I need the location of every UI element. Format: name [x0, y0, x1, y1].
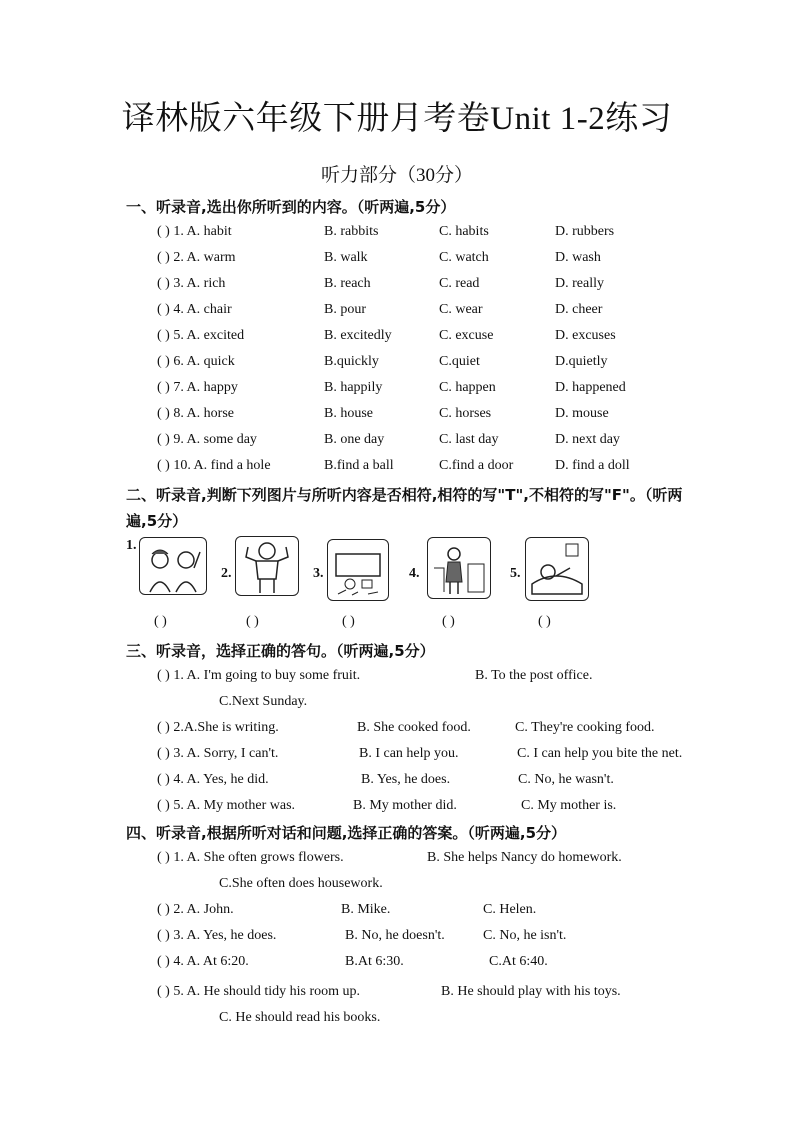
option-b[interactable]: B.find a ball: [324, 458, 394, 473]
option-a[interactable]: ( ) 7. A. happy: [157, 380, 238, 395]
page-subtitle: 听力部分（30分）: [320, 165, 473, 186]
option-c[interactable]: C. No, he isn't.: [483, 928, 567, 943]
option-c[interactable]: C. Helen.: [483, 902, 537, 917]
option-c[interactable]: C.find a door: [439, 458, 514, 473]
picture-5-label: 5.: [510, 566, 521, 581]
option-a[interactable]: ( ) 3. A. rich: [157, 276, 226, 291]
option-b[interactable]: B. walk: [324, 250, 368, 265]
option-a[interactable]: ( ) 10. A. find a hole: [157, 458, 271, 473]
option-c[interactable]: C. No, he wasn't.: [518, 772, 614, 787]
option-a[interactable]: ( ) 3. A. Sorry, I can't.: [157, 746, 279, 761]
option-d[interactable]: D. find a doll: [555, 458, 630, 473]
picture-4-answer[interactable]: ( ): [442, 614, 455, 629]
picture-2-answer[interactable]: ( ): [246, 614, 259, 629]
option-b[interactable]: B. She cooked food.: [357, 720, 471, 735]
option-a[interactable]: ( ) 1. A. I'm going to buy some fruit.: [157, 668, 361, 683]
option-c[interactable]: C.quiet: [439, 354, 480, 369]
option-c[interactable]: C. habits: [439, 224, 489, 239]
option-b[interactable]: B. She helps Nancy do homework.: [427, 850, 622, 865]
picture-4-label: 4.: [409, 566, 420, 581]
option-d[interactable]: D. mouse: [555, 406, 609, 421]
option-a[interactable]: ( ) 1. A. She often grows flowers.: [157, 850, 344, 865]
picture-1-label: 1.: [126, 538, 137, 553]
option-a[interactable]: ( ) 4. A. At 6:20.: [157, 954, 249, 969]
option-c[interactable]: C. horses: [439, 406, 492, 421]
option-b[interactable]: B. To the post office.: [475, 668, 593, 683]
option-a[interactable]: ( ) 5. A. He should tidy his room up.: [157, 984, 360, 999]
option-a[interactable]: ( ) 2. A. warm: [157, 250, 236, 265]
option-b[interactable]: B. one day: [324, 432, 385, 447]
option-b[interactable]: B. No, he doesn't.: [345, 928, 445, 943]
option-a[interactable]: ( ) 2.A.She is writing.: [157, 720, 279, 735]
option-c[interactable]: C. excuse: [439, 328, 494, 343]
option-b[interactable]: B.quickly: [324, 354, 379, 369]
picture-3-messy-room: [327, 539, 389, 601]
page-title: 译林版六年级下册月考卷Unit 1-2练习: [121, 101, 673, 137]
option-c[interactable]: C. happen: [439, 380, 496, 395]
option-c[interactable]: C. My mother is.: [521, 798, 617, 813]
option-d[interactable]: D. rubbers: [555, 224, 615, 239]
option-d[interactable]: D. happened: [555, 380, 626, 395]
picture-4-kitchen: [427, 537, 491, 599]
option-a[interactable]: ( ) 9. A. some day: [157, 432, 257, 447]
picture-2-label: 2.: [221, 566, 232, 581]
option-b[interactable]: B. He should play with his toys.: [441, 984, 621, 999]
option-a[interactable]: ( ) 8. A. horse: [157, 406, 234, 421]
option-d[interactable]: D. excuses: [555, 328, 616, 343]
option-c[interactable]: C.At 6:40.: [489, 954, 548, 969]
option-c[interactable]: C. watch: [439, 250, 489, 265]
option-a[interactable]: ( ) 4. A. chair: [157, 302, 232, 317]
picture-1-two-people: [139, 537, 207, 595]
option-c[interactable]: C.She often does housework.: [219, 876, 383, 891]
option-a[interactable]: ( ) 3. A. Yes, he does.: [157, 928, 277, 943]
picture-1-answer[interactable]: ( ): [154, 614, 167, 629]
option-b[interactable]: B. Mike.: [341, 902, 391, 917]
option-b[interactable]: B. happily: [324, 380, 383, 395]
picture-5-sleeping-child: [525, 537, 589, 601]
option-b[interactable]: B. house: [324, 406, 373, 421]
option-c[interactable]: C.Next Sunday.: [219, 694, 308, 709]
option-c[interactable]: C. wear: [439, 302, 483, 317]
picture-3-answer[interactable]: ( ): [342, 614, 355, 629]
option-c[interactable]: C. last day: [439, 432, 499, 447]
option-c[interactable]: C. I can help you bite the net.: [517, 746, 683, 761]
option-d[interactable]: D.quietly: [555, 354, 608, 369]
option-a[interactable]: ( ) 5. A. My mother was.: [157, 798, 296, 813]
picture-5-answer[interactable]: ( ): [538, 614, 551, 629]
section2-heading: 二、听录音,判断下列图片与所听内容是否相符,相符的写"T",不相符的写"F"。（听两遍,5分）: [126, 486, 683, 530]
option-b[interactable]: B. I can help you.: [359, 746, 459, 761]
option-b[interactable]: B. excitedly: [324, 328, 392, 343]
option-b[interactable]: B. My mother did.: [353, 798, 457, 813]
option-d[interactable]: D. wash: [555, 250, 601, 265]
option-d[interactable]: D. really: [555, 276, 604, 291]
option-c[interactable]: C. He should read his books.: [219, 1010, 381, 1025]
option-d[interactable]: D. cheer: [555, 302, 603, 317]
picture-2-strong-boy: [235, 536, 299, 596]
option-a[interactable]: ( ) 5. A. excited: [157, 328, 245, 343]
option-a[interactable]: ( ) 6. A. quick: [157, 354, 235, 369]
option-b[interactable]: B. Yes, he does.: [361, 772, 451, 787]
section4-heading: 四、听录音,根据所听对话和问题,选择正确的答案。（听两遍,5分）: [126, 824, 567, 842]
section1-heading: 一、听录音,选出你所听到的内容。（听两遍,5分）: [126, 198, 456, 216]
option-b[interactable]: B. pour: [324, 302, 366, 317]
option-c[interactable]: C. They're cooking food.: [515, 720, 655, 735]
option-a[interactable]: ( ) 2. A. John.: [157, 902, 234, 917]
section3-heading: 三、听录音，选择正确的答句。（听两遍,5分）: [126, 642, 435, 660]
option-d[interactable]: D. next day: [555, 432, 620, 447]
option-c[interactable]: C. read: [439, 276, 480, 291]
option-b[interactable]: B. rabbits: [324, 224, 379, 239]
option-b[interactable]: B.At 6:30.: [345, 954, 404, 969]
picture-3-label: 3.: [313, 566, 324, 581]
option-a[interactable]: ( ) 4. A. Yes, he did.: [157, 772, 269, 787]
option-a[interactable]: ( ) 1. A. habit: [157, 224, 232, 239]
option-b[interactable]: B. reach: [324, 276, 371, 291]
